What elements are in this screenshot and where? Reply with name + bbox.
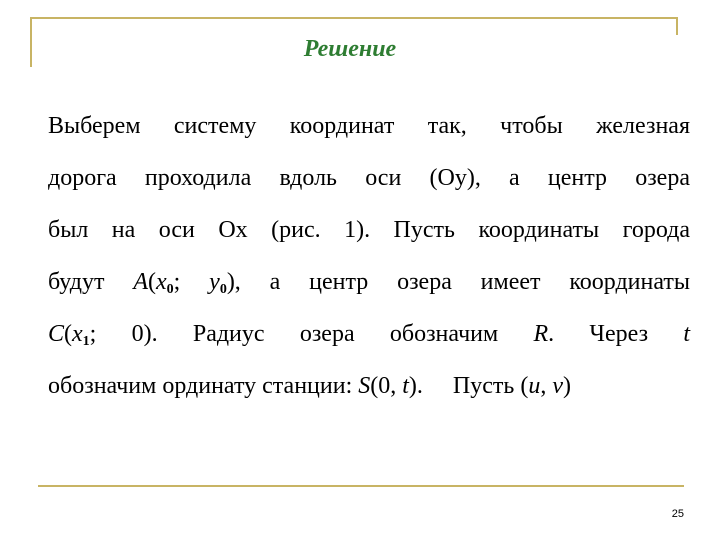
var-v: v — [552, 373, 563, 399]
text-run: ; — [173, 269, 210, 295]
text-run: ). — [408, 373, 423, 399]
var-t: t — [402, 373, 409, 399]
body-line-4 — [48, 256, 690, 308]
var-y: y — [209, 269, 220, 295]
var-u: u — [528, 373, 541, 399]
text-run: будут — [48, 269, 134, 295]
var-r: R — [533, 321, 549, 347]
body-line-3: был на оси Ox (рис. 1). Пусть координаты города — [48, 217, 690, 243]
frame-top-border — [30, 17, 678, 19]
var-x: x — [72, 321, 83, 347]
text-run: ) — [563, 373, 571, 399]
body-line-5 — [48, 308, 690, 360]
page-number: 25 — [671, 508, 684, 520]
text-run: ; 0). Радиус озера обозначим — [89, 321, 534, 347]
text-run: . Через — [548, 321, 684, 347]
body-line-1: Выберем систему координат так, чтобы железная — [48, 113, 690, 139]
text-run: ( — [148, 269, 156, 295]
var-t: t — [683, 321, 690, 347]
var-c: C — [48, 321, 65, 347]
var-s: S — [358, 373, 371, 399]
text-run: Пусть ( — [452, 373, 529, 399]
var-x: x — [156, 269, 167, 295]
slide-title: Решение — [303, 36, 397, 62]
slide-body — [48, 100, 690, 412]
text-run: ), а центр озера имеет координаты — [226, 269, 691, 295]
subscript: 0 — [166, 282, 174, 297]
body-line-2 — [48, 152, 690, 204]
text-run: , — [540, 373, 553, 399]
frame-right-border — [676, 17, 678, 35]
footer-rule — [38, 485, 684, 487]
text-run: (0, — [370, 373, 403, 399]
var-a: A — [133, 269, 148, 295]
body-line-6 — [48, 360, 690, 412]
subscript: 1 — [82, 334, 90, 349]
text-run: ( — [64, 321, 73, 347]
body-line-2-text: дорога проходила вдоль оси (Oy), а центр озера — [48, 165, 690, 191]
subscript: 0 — [219, 282, 227, 297]
text-run: обозначим ординату станции: — [48, 373, 359, 399]
